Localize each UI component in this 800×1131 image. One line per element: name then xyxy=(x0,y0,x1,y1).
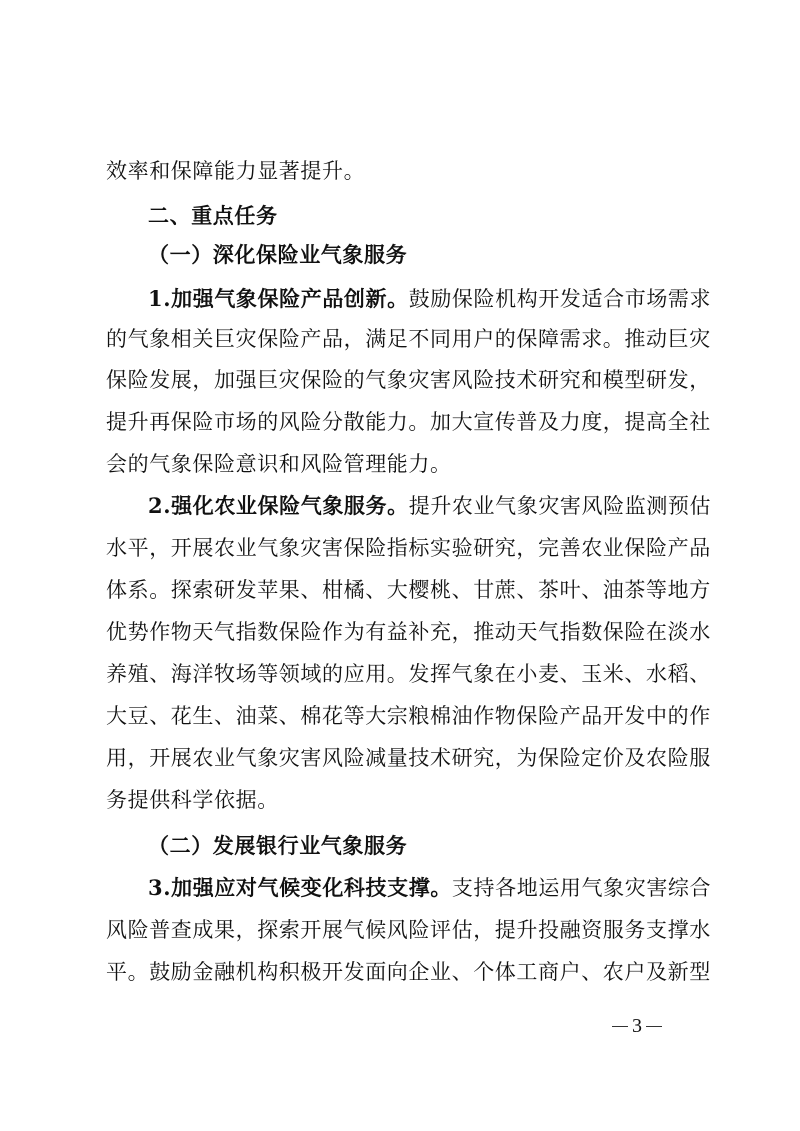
subsection-heading: （二）发展银行业气象服务 xyxy=(148,834,408,858)
paragraph-line: 提升再保险市场的风险分散能力。加大宣传普及力度，提高全社 xyxy=(106,410,711,434)
paragraph-text: 支持各地运用气象灾害综合 xyxy=(451,876,712,900)
paragraph-line: 务提供科学依据。 xyxy=(106,788,279,812)
paragraph-line: 养殖、海洋牧场等领域的应用。发挥气象在小麦、玉米、水稻、 xyxy=(106,662,711,686)
paragraph-line: 用，开展农业气象灾害风险减量技术研究，为保险定价及农险服 xyxy=(106,746,711,770)
subsection-heading: （一）深化保险业气象服务 xyxy=(148,243,408,267)
paragraph-first-line xyxy=(148,868,712,908)
paragraph-line: 平。鼓励金融机构积极开发面向企业、个体工商户、农户及新型 xyxy=(106,960,711,984)
section-heading: 二、重点任务 xyxy=(148,204,278,228)
paragraph-first-line xyxy=(148,279,712,319)
item-heading: 2.强化农业保险气象服务。 xyxy=(148,493,409,518)
paragraph-line: 优势作物天气指数保险作为有益补充，推动天气指数保险在淡水 xyxy=(106,620,711,644)
paragraph-text: 提升农业气象灾害风险监测预估 xyxy=(408,494,712,518)
continuation-line: 效率和保障能力显著提升。 xyxy=(106,159,366,183)
paragraph-line: 大豆、花生、油菜、棉花等大宗粮棉油作物保险产品开发中的作 xyxy=(106,704,711,728)
paragraph-line: 水平，开展农业气象灾害保险指标实验研究，完善农业保险产品 xyxy=(106,536,711,560)
paragraph-line: 会的气象保险意识和风险管理能力。 xyxy=(106,452,452,476)
paragraph-first-line xyxy=(148,486,712,526)
paragraph-line: 保险发展，加强巨灾保险的气象灾害风险技术研究和模型研发， xyxy=(106,368,711,392)
paragraph-text: 鼓励保险机构开发适合市场需求 xyxy=(408,287,712,311)
paragraph-line: 体系。探索研发苹果、柑橘、大樱桃、甘蔗、茶叶、油茶等地方 xyxy=(106,578,711,602)
page-number: 3 xyxy=(612,1015,662,1037)
paragraph-line: 风险普查成果，探索开展气候风险评估，提升投融资服务支撑水 xyxy=(106,918,711,942)
paragraph-line: 的气象相关巨灾保险产品，满足不同用户的保障需求。推动巨灾 xyxy=(106,327,711,351)
item-heading: 1.加强气象保险产品创新。 xyxy=(148,286,409,311)
item-heading: 3.加强应对气候变化科技支撑。 xyxy=(148,875,452,900)
